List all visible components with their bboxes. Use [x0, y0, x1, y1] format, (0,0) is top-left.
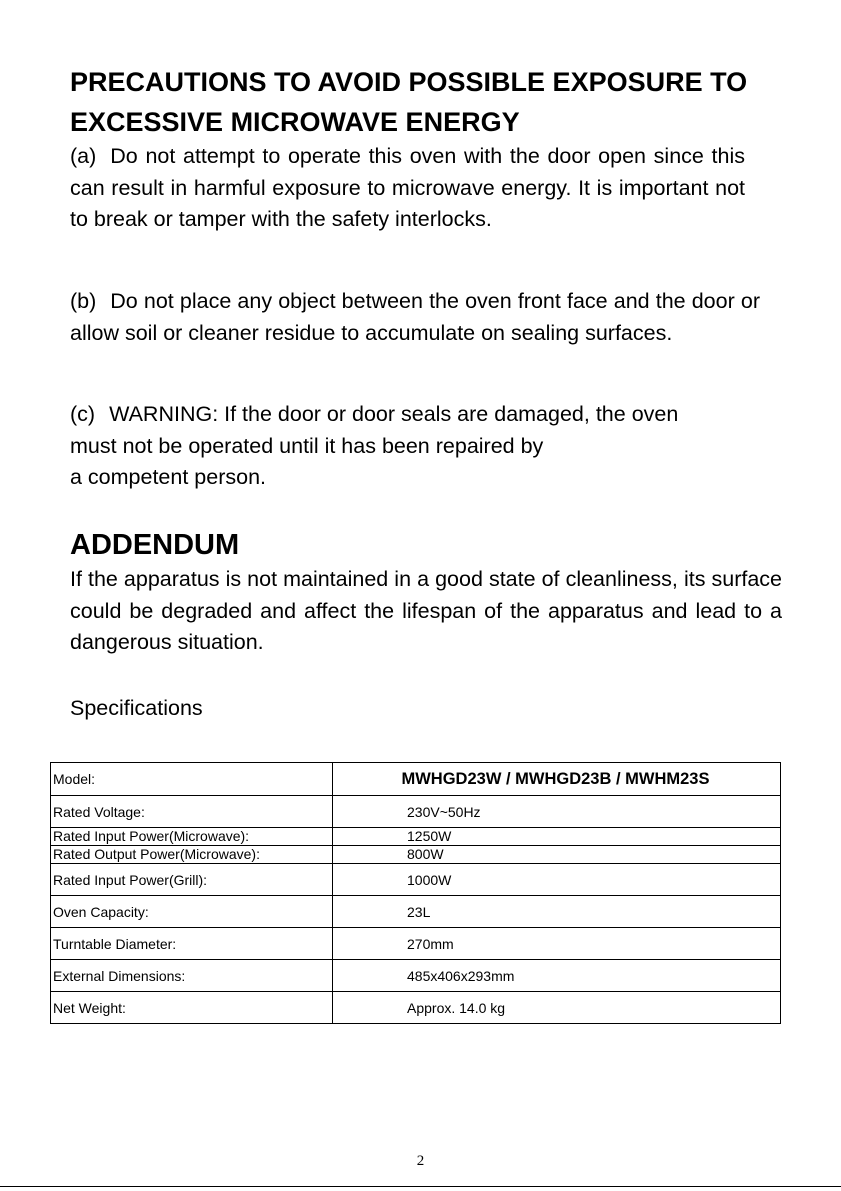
spec-row-model	[51, 763, 781, 796]
spec-label: Net Weight:	[51, 992, 333, 1024]
spec-label: Rated Output Power(Microwave):	[51, 846, 333, 864]
spec-value: 230V~50Hz	[333, 796, 781, 828]
page-bottom-divider	[0, 1186, 841, 1187]
precaution-item-b-text: Do not place any object between the oven front face and the door or allow soil or cleaner residue to accumulate on sealing surfaces.	[70, 289, 760, 345]
spec-value: MWHGD23W / MWHGD23B / MWHM23S	[333, 763, 781, 796]
spec-value: Approx. 14.0 kg	[333, 992, 781, 1024]
precaution-item-c-label: (c)	[70, 402, 96, 426]
spec-value: 1000W	[333, 864, 781, 896]
spec-value: 800W	[333, 846, 781, 864]
spec-row-turntable-diameter	[51, 928, 781, 960]
precaution-item-c-text-line2: must not be operated until it has been repaired by	[70, 433, 544, 458]
spec-row-input-power-grill	[51, 864, 781, 896]
spec-value: 1250W	[333, 828, 781, 846]
spec-label: External Dimensions:	[51, 960, 333, 992]
specifications-table	[50, 762, 781, 1024]
page-number: 2	[416, 1153, 425, 1169]
spec-row-net-weight	[51, 992, 781, 1024]
precaution-item-c-text-line3: a competent person.	[70, 465, 267, 489]
spec-row-output-power-microwave	[51, 846, 781, 864]
addendum-text: If the apparatus is not maintained in a good state of cleanliness, its surface could be degraded and affect the lifespan of the apparatus and lead to a dangerous situation.	[70, 567, 782, 654]
precaution-item-b-label: (b)	[70, 289, 97, 313]
spec-label: Rated Input Power(Grill):	[51, 864, 333, 896]
precaution-item-a	[70, 141, 745, 236]
spec-row-external-dimensions	[51, 960, 781, 992]
addendum-heading: ADDENDUM	[70, 529, 240, 561]
precaution-item-b	[70, 286, 760, 349]
spec-row-oven-capacity	[51, 896, 781, 928]
spec-label: Turntable Diameter:	[51, 928, 333, 960]
precaution-item-c-text-line1: WARNING: If the door or door seals are damaged, the oven	[109, 402, 679, 426]
precaution-item-c	[70, 399, 760, 494]
spec-value: 485x406x293mm	[333, 960, 781, 992]
spec-row-input-power-microwave	[51, 828, 781, 846]
spec-row-voltage	[51, 796, 781, 828]
specifications-title: Specifications	[70, 696, 203, 720]
precaution-item-a-text: Do not attempt to operate this oven with the door open since this can result in harmful exposure to microwave energy. It is important not to break or tamper with the safety interlocks.	[70, 144, 745, 231]
spec-label: Model:	[51, 763, 333, 796]
spec-value: 23L	[333, 896, 781, 928]
spec-label: Rated Input Power(Microwave):	[51, 828, 333, 846]
precaution-item-a-label: (a)	[70, 144, 97, 168]
precautions-heading	[70, 62, 747, 142]
precautions-heading-line1: PRECAUTIONS TO AVOID POSSIBLE EXPOSURE TO	[70, 67, 748, 97]
precautions-heading-line2: EXCESSIVE MICROWAVE ENERGY	[70, 107, 520, 137]
spec-label: Oven Capacity:	[51, 896, 333, 928]
spec-value: 270mm	[333, 928, 781, 960]
spec-label: Rated Voltage:	[51, 796, 333, 828]
